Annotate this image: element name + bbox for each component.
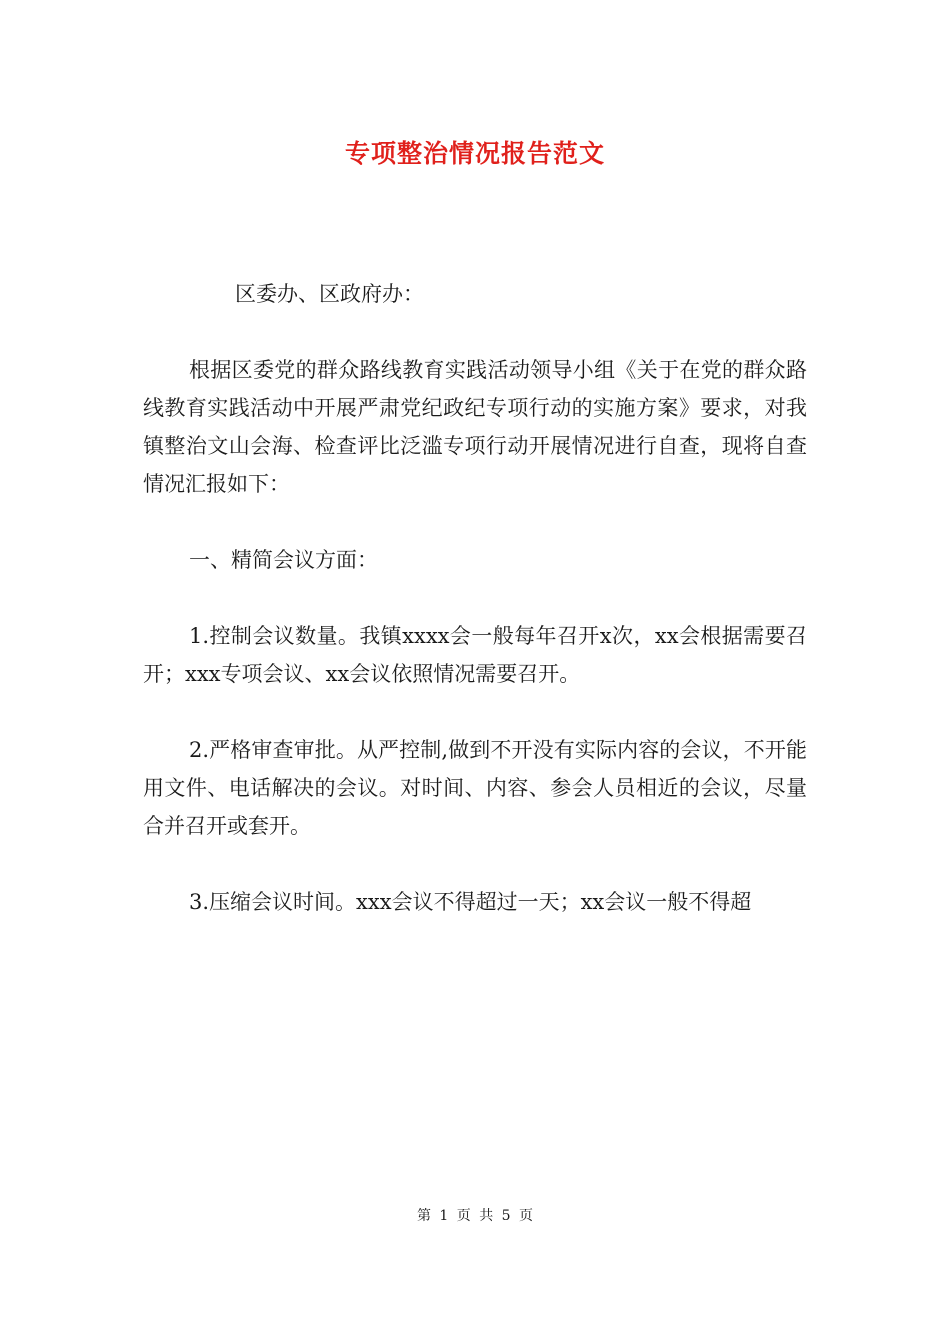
document-title: 专项整治情况报告范文	[344, 139, 605, 168]
section-heading: 一、精简会议方面：	[189, 548, 378, 572]
intro-paragraph: 根据区委党的群众路线教育实践活动领导小组《关于在党的群众路线教育实践活动中开展严肃党纪政纪专项行动的实施方案》要求，对我镇整治文山会海、检查评比泛滥专项行动开展情况进行自查，现将自查情况汇报如下：	[143, 358, 807, 496]
page-number-footer: 第 1 页 共 5 页	[416, 1208, 534, 1224]
item-paragraph-2: 2.严格审查审批。从严控制,做到不开没有实际内容的会议，不开能用文件、电话解决的会议。对时间、内容、参会人员相近的会议，尽量合并召开或套开。	[143, 738, 807, 838]
document-body	[143, 275, 807, 959]
item-paragraph-1: 1.控制会议数量。我镇xxxx会一般每年召开x次，xx会根据需要召开；xxx专项会议、xx会议依照情况需要召开。	[143, 624, 807, 686]
item-paragraph-3: 3.压缩会议时间。xxx会议不得超过一天；xx会议一般不得超	[189, 890, 752, 914]
salutation-paragraph: 区委办、区政府办：	[235, 282, 424, 306]
